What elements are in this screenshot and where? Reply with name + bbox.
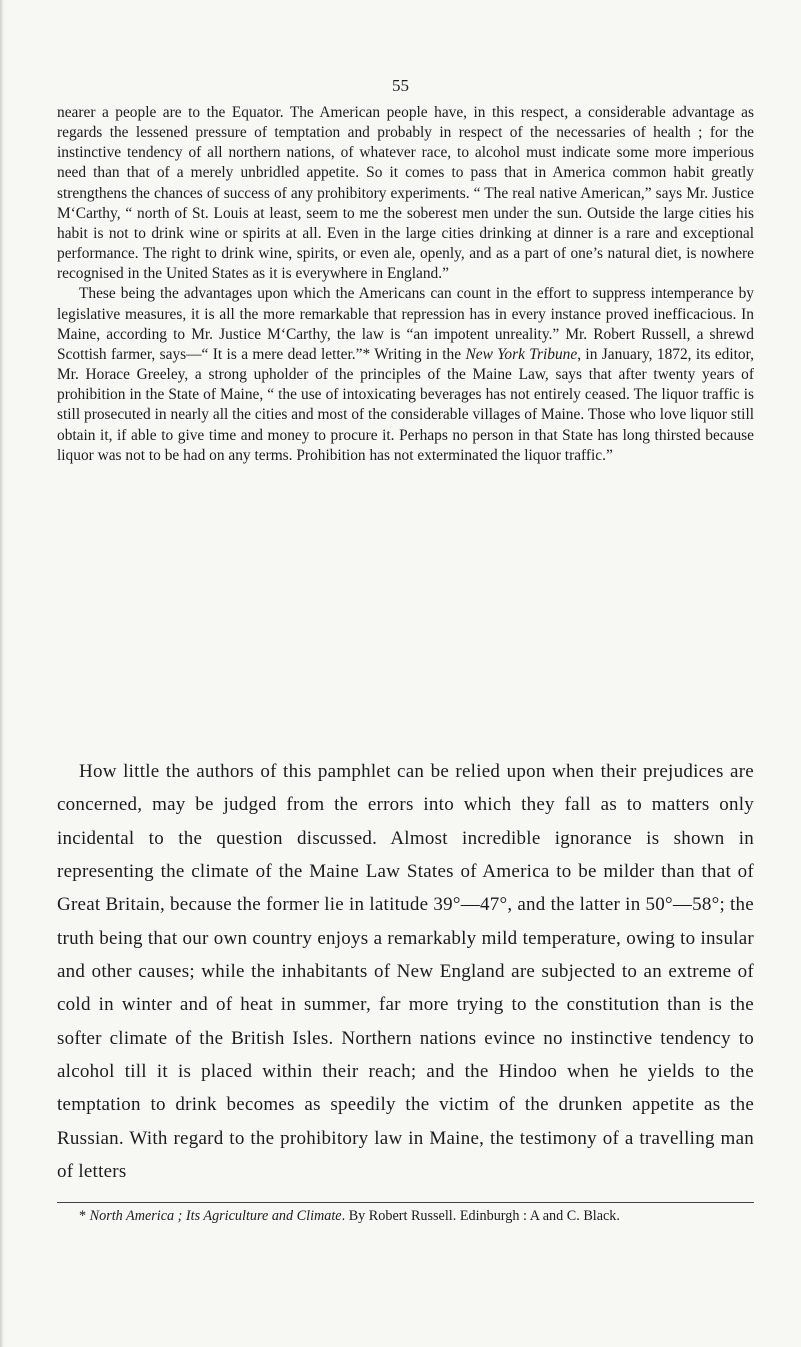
page-edge-shadow bbox=[0, 0, 4, 1347]
quote-paragraph-2 bbox=[57, 284, 754, 465]
footnote-citation: . By Robert Russell. Edinburgh : A and C. Black. bbox=[341, 1208, 620, 1224]
quote-paragraph-1: nearer a people are to the Equator. The American people have, in this respect, a considerable advantage as regards the lessened pressure of temptation and probably in respect of the necessaries of health ; for the instinctive tendency of all northern nations, of whatever race, to alcohol must indicate some more imperious need than that of a merely unbridled appetite. So it comes to pass that in America common habit greatly strengthens the chances of success of any prohibitory experiments. “ The real native American,” says Mr. Justice M‘Carthy, “ north of St. Louis at least, seem to me the soberest men under the sun. Outside the large cities his habit is not to drink wine or spirits at all. Even in the large cities drinking at dinner is a rare and exceptional performance. The right to drink wine, spirits, or even ale, openly, and as a part of one’s natural diet, is nowhere recognised in the United States as it is everywhere in England.” bbox=[57, 104, 754, 283]
quote-paragraph-2-start: These being the advantages upon which the Americans can count in the effort to suppress intemperance by legislative measures, it is all the more remarkable that repression has in every instance proved inefficacious. In Maine, according to Mr. Justice M‘Carthy, the law is “an impotent unreality.” Mr. Robert Russell, a shrewd Scottish farmer, says—“ It is a mere dead letter.”* Writing in the bbox=[57, 285, 754, 363]
footnote bbox=[57, 1207, 754, 1226]
footnote-text bbox=[57, 1207, 754, 1226]
quote-paragraph-2-end: , in January, 1872, its editor, Mr. Horace Greeley, a strong upholder of the principles of the Maine Law, says that after twenty years of prohibition in the State of Maine, “ the use of intoxicating beverages has not entirely ceased. The liquor traffic is still prosecuted in nearly all the cities and most of the considerable villages of Maine. Those who love liquor still obtain it, if able to give time and money to procure it. Perhaps no person in that State has long thirsted because liquor was not to be had on any terms. Prohibition has not exterminated the liquor traffic.” bbox=[57, 345, 754, 464]
newspaper-title: New York Tribune bbox=[465, 345, 578, 363]
main-paragraph: How little the authors of this pamphlet can be relied upon when their prejudices are concerned, may be judged from the errors into which they fall as to matters only incidental to the question discussed. Almost incredible ignorance is shown in representing the climate of the Maine Law States of America to be milder than that of Great Britain, because the former lie in latitude 39°—47°, and the latter in 50°—58°; the truth being that our own country enjoys a remarkably mild temperature, owing to insular and other causes; while the inhabitants of New England are subjected to an extreme of cold in winter and of heat in summer, far more trying to the constitution than is the softer climate of the British Isles. Northern nations evince no instinctive tendency to alcohol till it is placed within their reach; and the Hindoo when he yields to the temptation to drink becomes as speedily the victim of the drunken appetite as the Russian. With regard to the prohibitory law in Maine, the testimony of a travelling man of letters bbox=[57, 761, 754, 1183]
quoted-passage bbox=[57, 103, 754, 466]
footnote-book-title: North America ; Its Agriculture and Climate bbox=[89, 1208, 342, 1224]
footnote-marker: * bbox=[79, 1208, 90, 1224]
main-text bbox=[57, 755, 754, 1188]
footnote-divider bbox=[57, 1202, 754, 1203]
page-number: 55 bbox=[392, 76, 409, 95]
